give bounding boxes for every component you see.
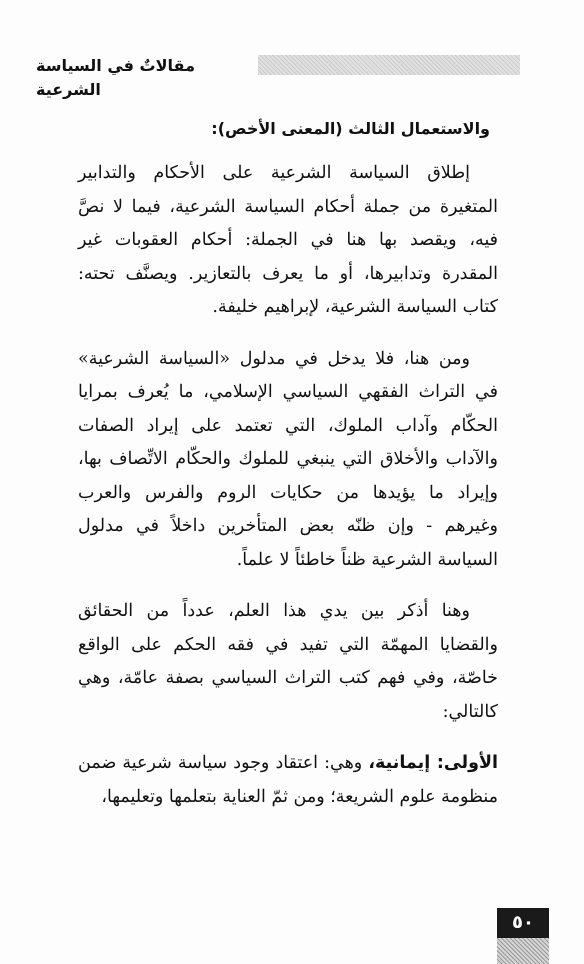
- section-heading: والاستعمال الثالث (المعنى الأخص):: [211, 119, 490, 138]
- item-text: وهي: اعتقاد وجود سياسة شرعية ضمن منظومة علوم الشريعة؛ ومن ثمّ العناية بتعلمها وتعليمها،: [78, 753, 498, 807]
- paragraph-3: وهنا أذكر بين يدي هذا العلم، عدداً من الحقائق والقضايا المهمّة التي تفيد في فقه الحكم على الواقع خاصّة، وفي فهم كتب التراث السياسي بصفة عامّة، وهي كالتالي:: [78, 601, 498, 722]
- paragraph-2: ومن هنا، فلا يدخل في مدلول «السياسة الشرعية» في التراث الفقهي السياسي الإسلامي، ما يُعرف بمرايا الحكّام وآداب الملوك، التي تعتمد على إيراد الصفات والآداب والأخلاق التي ينبغي للملوك والحكّام الاتِّصاف بها، وإيراد ما يؤيدها من حكايات الروم والفرس والعرب وغيرهم - وإن ظنّه بعض المتأخرين داخلاً في مدلول السياسة الشرعية ظناً خاطئاً لا علماً.: [78, 348, 498, 570]
- header-decorative-band: [258, 55, 520, 75]
- paragraph-4: [78, 747, 498, 814]
- item-label: الأولى: إيمانية،: [368, 753, 498, 773]
- page-body: [78, 115, 498, 824]
- page-number-decorative-hatch: [497, 938, 549, 964]
- paragraph-1: إطلاق السياسة الشرعية على الأحكام والتدابير المتغيرة من جملة أحكام السياسة الشرعية، فيما لا نصَّ فيه، ويقصد بها هنا في الجملة: أحكام العقوبات غير المقدرة وتدابيرها، أو ما يعرف بالتعازير. ويصنَّف تحته: كتاب السياسة الشرعية، لإبراهيم خليفة.: [78, 163, 498, 317]
- running-header-title: مقالاتٌ في السياسة الشرعية: [36, 56, 195, 99]
- page-number: ٥٠: [497, 908, 549, 938]
